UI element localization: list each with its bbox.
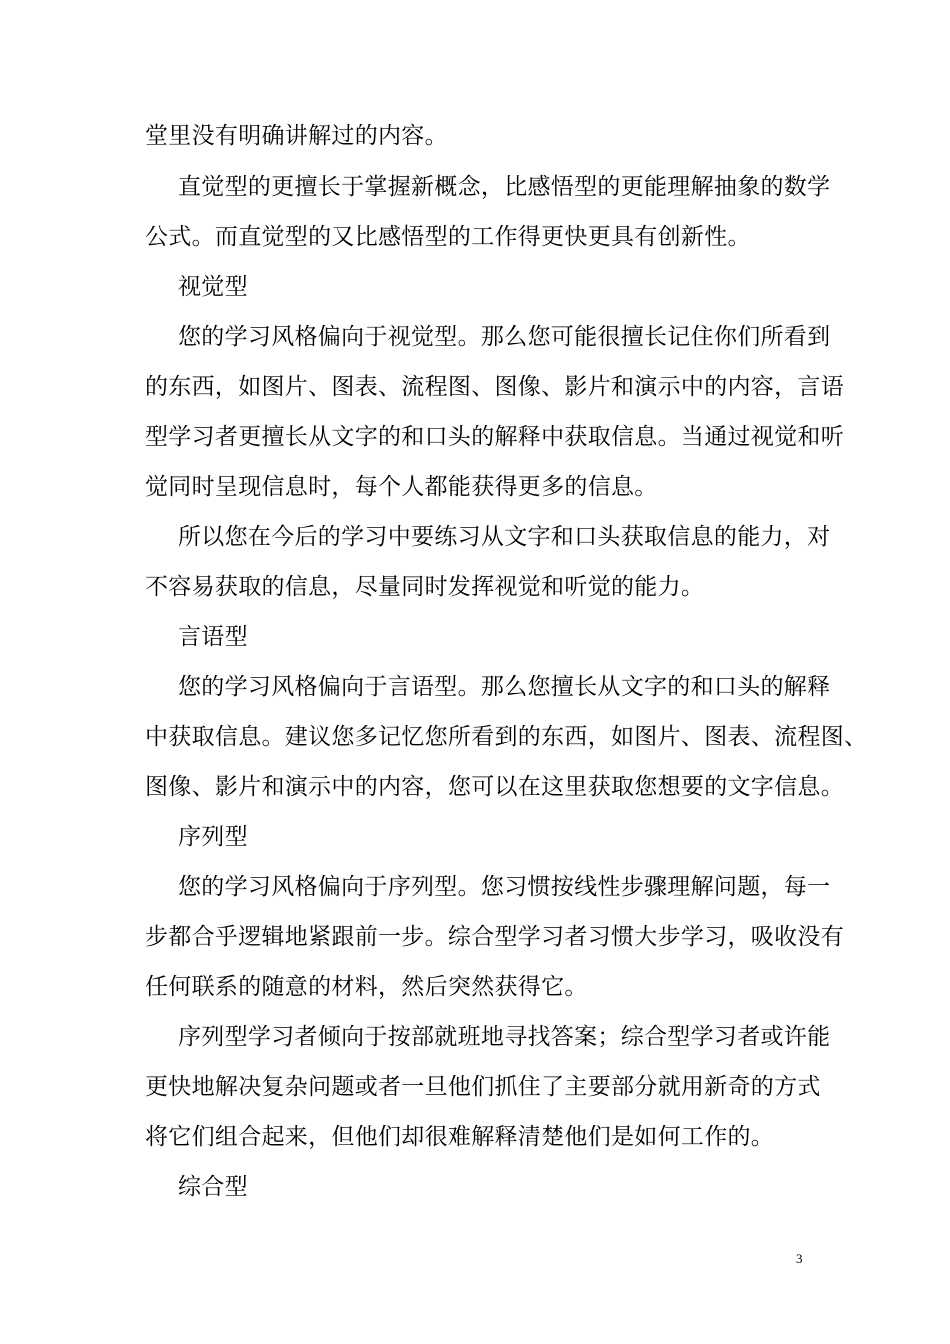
paragraph-first-line: 您的学习风格偏向于序列型。您习惯按线性步骤理解问题，每一 bbox=[178, 874, 831, 900]
section-heading: 序列型 bbox=[178, 824, 248, 850]
text-line: 不容易获取的信息，尽量同时发挥视觉和听觉的能力。 bbox=[145, 574, 705, 600]
section-heading: 视觉型 bbox=[178, 274, 248, 300]
text-line: 型学习者更擅长从文字的和口头的解释中获取信息。当通过视觉和听 bbox=[145, 424, 844, 450]
text-line: 更快地解决复杂问题或者一旦他们抓住了主要部分就用新奇的方式 bbox=[145, 1074, 821, 1100]
page-number: 3 bbox=[796, 1251, 803, 1266]
text-line: 步都合乎逻辑地紧跟前一步。综合型学习者习惯大步学习，吸收没有 bbox=[145, 924, 844, 950]
section-heading: 综合型 bbox=[178, 1174, 248, 1200]
section-heading: 言语型 bbox=[178, 624, 248, 650]
text-line: 中获取信息。建议您多记忆您所看到的东西，如图片、图表、流程图、 bbox=[145, 724, 868, 750]
paragraph-first-line: 序列型学习者倾向于按部就班地寻找答案；综合型学习者或许能 bbox=[178, 1024, 831, 1050]
paragraph-first-line: 所以您在今后的学习中要练习从文字和口头获取信息的能力，对 bbox=[178, 524, 831, 550]
text-line: 公式。而直觉型的又比感悟型的工作得更快更具有创新性。 bbox=[145, 224, 751, 250]
paragraph-first-line: 您的学习风格偏向于视觉型。那么您可能很擅长记住你们所看到 bbox=[178, 324, 831, 350]
text-line: 将它们组合起来，但他们却很难解释清楚他们是如何工作的。 bbox=[145, 1124, 775, 1150]
paragraph-first-line: 您的学习风格偏向于言语型。那么您擅长从文字的和口头的解释 bbox=[178, 674, 831, 700]
text-line: 觉同时呈现信息时，每个人都能获得更多的信息。 bbox=[145, 474, 658, 500]
text-line: 图像、影片和演示中的内容，您可以在这里获取您想要的文字信息。 bbox=[145, 774, 844, 800]
paragraph-first-line: 直觉型的更擅长于掌握新概念，比感悟型的更能理解抽象的数学 bbox=[178, 174, 831, 200]
text-line: 堂里没有明确讲解过的内容。 bbox=[145, 123, 448, 149]
text-line: 的东西，如图片、图表、流程图、图像、影片和演示中的内容，言语 bbox=[145, 374, 844, 400]
text-line: 任何联系的随意的材料，然后突然获得它。 bbox=[145, 974, 588, 1000]
